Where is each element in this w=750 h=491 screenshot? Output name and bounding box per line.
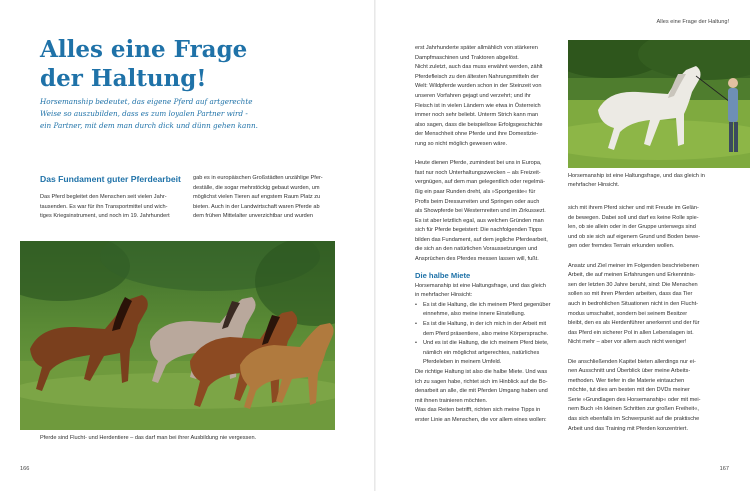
page-number-right: 167 [719, 466, 729, 472]
text-line: • Es ist die Haltung, die ich meinem Pferd gegenüber [423, 301, 551, 308]
photo-caption: Pferde sind Flucht- und Herdentiere – das darf man bei ihrer Ausbildung nie vergessen. [40, 435, 257, 441]
right-page [376, 0, 750, 491]
text-line: mit ihnen trainieren möchten. [415, 397, 488, 404]
text-line: methoden. Wer tiefer in die Materie eintauchen [568, 377, 685, 384]
text-line: die sich an den natürlichen Voraussetzungen und [415, 246, 538, 253]
text-line: dem Pferd präsentiere, also meine Körpersprache. [423, 330, 549, 337]
text-line: Das Pferd begleitet den Menschen seit vielen Jahr- [40, 194, 167, 200]
text-line: bieten. Auch in der Landwirtschaft waren Pferde ab [193, 203, 320, 210]
bullet-item [415, 320, 567, 339]
text-line: und ob sie sich auf eigenem Grund und Boden bewe- [568, 233, 701, 240]
text-line: dem frühen Mittelalter unverzichtbar und wurden [193, 213, 314, 220]
text-line: tausenden. Es war für ihn Transportmittel und wich- [40, 203, 168, 210]
text-line: in mehrfacher Hinsicht: [415, 292, 473, 299]
white-horse-image [568, 40, 750, 168]
subheading-halbe-miete: Die halbe Miete [415, 270, 471, 280]
text-line: einnehme, also meine innere Einstellung. [423, 311, 526, 318]
text-line: Welt: Wildpferde wurden schon in der Steinzeit von [415, 83, 542, 90]
text-line: gab es in europäischen Großstädten unzählige Pfer- [193, 175, 323, 181]
text-line: als Showpferde bei Westernreiten und im Zirkussezt. [415, 208, 546, 215]
text-line: sen der letzten 30 Jahre beruht, sind: Die Menschen [568, 281, 698, 288]
photo-caption-right [568, 172, 738, 190]
text-line: der Menschheit ohne Pferde und ihre Domestizie- [415, 131, 539, 138]
text-line: unseren Vorfahren gejagt und verzehrt; und ihr [415, 92, 531, 99]
text-line: fast nur noch Unterhaltungszwecken – als Freizeit- [415, 169, 541, 176]
chapter-title [40, 35, 340, 93]
left-column-1 [40, 193, 190, 222]
horses-photo [20, 241, 335, 430]
text-line: nem Buch »In kleinen Schritten zur großen Freiheit«, [568, 406, 699, 413]
text-line: rung so nicht möglich gewesen wäre. [415, 140, 508, 147]
text-line: Pferdefleisch zu den ältesten Nahrungsmitteln der [415, 73, 539, 80]
text-line: Fleisch ist in vielen Ländern wie etwa in Österreich [415, 102, 541, 109]
text-line: also sagen, dass die beispiellose Erfolgsgeschichte [415, 121, 543, 128]
text-line: Heute dienen Pferde, zumindest bei uns in Europa, [415, 160, 542, 167]
text-line: nen Ausschnitt und Überblick über meine Arbeits- [568, 368, 691, 375]
text-line: Pferdeleben in meinem Umfeld. [423, 359, 502, 366]
text-line: Arbeit, die auf meinen Erfahrungen und Erkenntnis- [568, 272, 696, 279]
text-line: denarbeit an alle, die mit Pferden Umgang haben und [415, 388, 548, 395]
white-horse-photo [568, 40, 750, 168]
text-line: Die richtige Haltung ist also die halbe Miete. Und was [415, 369, 548, 375]
text-line: Was das Reiten betrifft, richten sich meine Tipps in [415, 407, 541, 414]
text-line: deställe, die sogar mehrstöckig gebaut wurden, um [193, 184, 320, 191]
text-line: auch in bedrohlichen Situationen nicht in den Flucht- [568, 300, 698, 307]
title-line-2: der Haltung! [40, 65, 207, 92]
text-line: gen oder fremdes Terrain erkunden wollen. [568, 243, 675, 250]
bullet-item [415, 339, 567, 368]
text-line: len, ob sie allein oder in der Gruppe unterwegs sind [568, 224, 696, 231]
text-line: Serie »Grundlagen des Horsemanship« oder mit mei- [568, 396, 701, 403]
left-page [0, 0, 374, 491]
caption-line: mehrfacher Hinsicht. [568, 182, 620, 188]
text-line: ßig ein paar Runden dreht, als »Sportgeräte« für [415, 188, 536, 195]
bullet-list [415, 301, 567, 368]
text-line: • Es ist die Haltung, in der ich mich in der Arbeit mit [423, 321, 547, 328]
section-heading: Das Fundament guter Pferdearbeit [40, 174, 181, 184]
text-line: Es ist aber letztlich egal, aus welchen Gründen man [415, 217, 544, 224]
text-line: möchte, tut dies am besten mit den DVDs meiner [568, 387, 690, 394]
text-line: tiges Kriegsinstrument, und noch im 19. Jahrhundert [40, 213, 170, 220]
intro-text [40, 96, 340, 132]
text-line: nämlich ein möglichst artgerechtes, natürliches [423, 349, 540, 356]
running-header: Alles eine Frage der Haltung! [656, 19, 729, 25]
text-line: das sich ebenfalls im Schwerpunkt auf die praktische [568, 416, 700, 423]
text-line: Nicht mehr – aber vor allem auch nicht weniger! [568, 339, 687, 346]
text-line: sich mit ihrem Pferd sicher und mit Freude im Gelän- [568, 205, 699, 211]
text-line: Arbeit und das Training mit Pferden konzentriert. [568, 425, 689, 432]
text-line: vergnügen, auf dem man gelegentlich oder regelmä- [415, 179, 545, 186]
running-horses-image [20, 241, 335, 430]
text-line: möglichst vielen Tieren auf engstem Raum Platz zu [193, 194, 321, 201]
text-line: bleibt, den es als Herdenführer anerkennt und der für [568, 320, 700, 327]
left-column-2 [193, 174, 343, 222]
intro-line: ein Partner, mit dem man durch dick und dünn gehen kann. [40, 121, 258, 130]
title-line-1: Alles eine Frage [40, 36, 248, 63]
text-line: • Und es ist die Haltung, die ich meinem Pferd biete, [423, 340, 549, 347]
text-line: sollen so mit ihren Pferden arbeiten, dass das Tier [568, 291, 693, 298]
right-column-2 [568, 204, 730, 434]
text-line: Ansatz und Ziel meiner im Folgenden beschriebenen [568, 262, 699, 269]
text-line: das Pferd ein sicherer Pol in allen Lebenslagen ist. [568, 329, 694, 336]
text-line: bilden das Fundament, auf dem jegliche Pferdearbeit, [415, 236, 548, 243]
right-column-1 [415, 44, 567, 426]
page-number-left: 166 [20, 466, 30, 472]
text-line: Dampfmaschinen und Traktoren abgelöst. [415, 54, 519, 61]
intro-line: Horsemanship bedeutet, das eigene Pferd auf artgerechte [40, 97, 253, 106]
text-line: erster Linie an Menschen, die vor allem eines wollen: [415, 416, 547, 423]
text-line: Horsemanship ist eine Haltungsfrage, und das gleich [415, 282, 546, 289]
bullet-item [415, 301, 567, 320]
text-line: Die anschließenden Kapitel bieten allerdings nur ei- [568, 358, 696, 365]
intro-line: Weise so auszubilden, dass es zum loyalen Partner wird - [40, 109, 248, 118]
text-line: Profis beim Dressurreiten und Springen oder auch [415, 198, 540, 205]
text-line: modus umschaltet, sondern bei seinem Besitzer [568, 310, 688, 317]
text-line: ich zu sagen habe, richtet sich im Hinblick auf die Bo- [415, 378, 548, 385]
text-line: Nicht zuletzt, auch das muss erwähnt werden, zählt [415, 64, 543, 71]
text-line: erst Jahrhunderte später allmählich von stärkeren [415, 45, 538, 51]
text-line: Ansprüchen des Pferdes messen lassen will, fußt. [415, 256, 539, 263]
text-line: immer noch sehr beliebt. Unterm Strich kann man [415, 112, 539, 119]
text-line: de bewegen. Dabei soll und darf es keine Rolle spie- [568, 214, 699, 221]
caption-line: Horsemanship ist eine Haltungsfrage, und das gleich in [568, 173, 705, 179]
text-line: sich für Pferde begeistert: Die nachfolgenden Tipps [415, 227, 542, 234]
